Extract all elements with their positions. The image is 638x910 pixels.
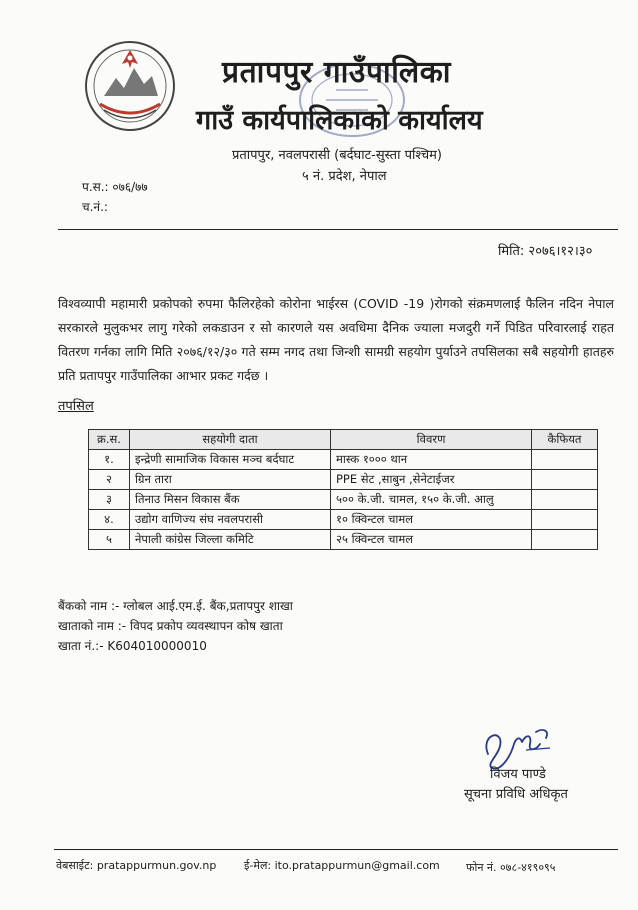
address-line-2: ५ नं. प्रदेश, नेपाल — [302, 169, 387, 184]
table-row — [89, 530, 598, 550]
details-heading: तपसिल — [58, 399, 94, 414]
footer-website: वेबसाईट: pratappurmun.gov.np — [56, 859, 217, 872]
donor-cell: उद्योग वाणिज्य संघ नवलपरासी — [130, 510, 331, 530]
address-line-1: प्रतापपुर, नवलपरासी (बर्दघाट-सुस्ता पश्चिम) — [232, 148, 442, 163]
serial-cell: ४. — [89, 510, 130, 530]
donor-table — [88, 429, 598, 550]
description-cell: २५ क्विन्टल चामल — [331, 530, 532, 550]
col-header-donor: सहयोगी दाता — [130, 430, 331, 450]
description-cell: १० क्विन्टल चामल — [331, 510, 532, 530]
table-header-row — [89, 430, 598, 450]
footer-divider — [54, 849, 618, 850]
remarks-cell — [532, 470, 598, 490]
remarks-cell — [532, 530, 598, 550]
bank-name: बैंकको नाम :- ग्लोबल आई.एम.ई. बैंक,प्रतापपुर शाखा — [58, 599, 293, 613]
letter-reference-number: प.स.: ०७६/७७ — [82, 180, 148, 194]
col-header-serial: क्र.स. — [89, 430, 130, 450]
header-divider — [58, 229, 618, 230]
col-header-description: विवरण — [331, 430, 532, 450]
dispatch-number: च.नं.: — [82, 200, 108, 214]
donor-cell: नेपाली कांग्रेस जिल्ला कमिटि — [130, 530, 331, 550]
remarks-cell — [532, 450, 598, 470]
account-number: खाता नं.:- K604010000010 — [58, 639, 207, 653]
remarks-cell — [532, 490, 598, 510]
nepal-emblem-icon — [82, 38, 178, 134]
municipality-title: प्रतापपुर गाउँपालिका — [222, 55, 452, 90]
letter-date: मिति: २०७६।१२।३० — [498, 244, 593, 259]
footer-phone: फोन नं. ०७८-४१९०९५ — [466, 861, 556, 874]
serial-cell: ३ — [89, 490, 130, 510]
serial-cell: २ — [89, 470, 130, 490]
col-header-remarks: कैफियत — [532, 430, 598, 450]
signatory-designation: सूचना प्रविधि अधिकृत — [464, 787, 568, 802]
account-name: खाताको नाम :- विपद प्रकोप व्यवस्थापन कोष खाता — [58, 619, 283, 633]
table-row — [89, 510, 598, 530]
remarks-cell — [532, 510, 598, 530]
signatory-name: विजय पाण्डे — [490, 767, 546, 782]
letter-body: विश्वव्यापी महामारी प्रकोपको रुपमा फैलिरहेको कोरोना भाईरस (COVID -19 )रोगको संक्रमणलाई फैलिन नदिन नेपाल सरकारले मुलुकभर लागु गरेको लकडाउन र सो कारणले यस अवधिमा दैनिक ज्याला मजदुरी गर्ने पिडित परिवारलाई राहत वितरण गर्नका लागि मिति २०७६/१२/३० गते सम्म नगद तथा जिन्शी सामग्री सहयोग पुर्याउने तपसिलका सबै सहयोगी हातहरु प्रति प्रतापपुर गाउँपालिका आभार प्रकट गर्दछ । — [58, 296, 614, 383]
table-row — [89, 470, 598, 490]
serial-cell: १. — [89, 450, 130, 470]
donor-cell: इन्द्रेणी सामाजिक विकास मञ्च बर्दघाट — [130, 450, 331, 470]
table-row — [89, 450, 598, 470]
serial-cell: ५ — [89, 530, 130, 550]
office-title: गाउँ कार्यपालिकाको कार्यालय — [196, 105, 483, 136]
description-cell: ५०० के.जी. चामल, १५० के.जी. आलु — [331, 490, 532, 510]
description-cell: PPE सेट ,साबुन ,सेनेटाईजर — [331, 470, 532, 490]
footer-email: ई-मेल: ito.pratappurmun@gmail.com — [244, 859, 440, 872]
donor-cell: ग्रिन तारा — [130, 470, 331, 490]
table-row — [89, 490, 598, 510]
description-cell: मास्क १००० थान — [331, 450, 532, 470]
donor-cell: तिनाउ मिसन विकास बैंक — [130, 490, 331, 510]
